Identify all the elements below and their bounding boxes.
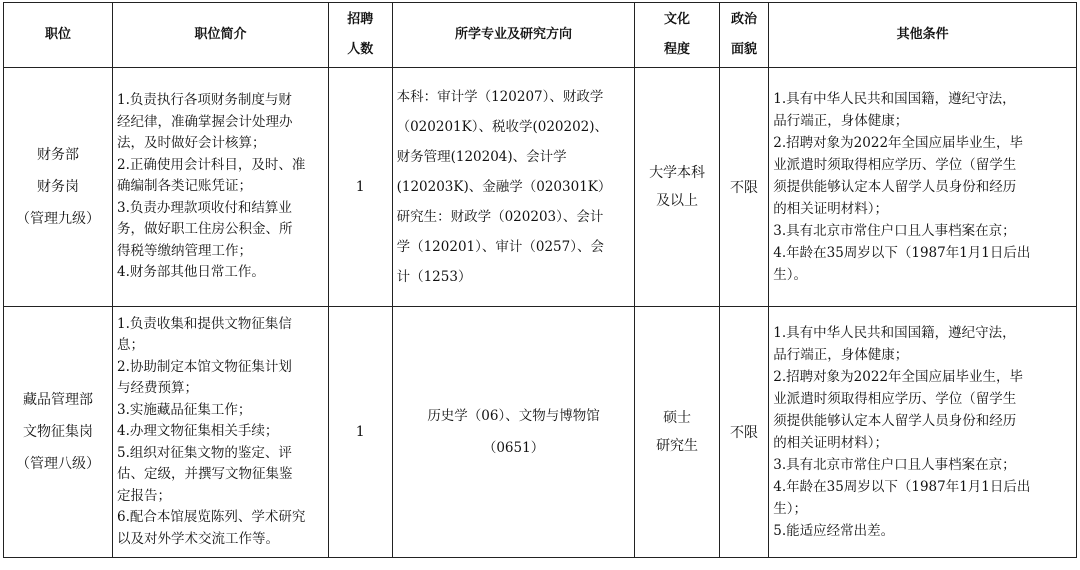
intro-line: 估、定级，并撰写文物征集鉴 bbox=[117, 466, 293, 483]
other-line: 的相关证明材料）； bbox=[773, 435, 889, 451]
intro-line: 5.组织对征集文物的鉴定、评 bbox=[117, 444, 292, 461]
intro-line: 法，及时做好会计核算； bbox=[117, 135, 266, 152]
major-line: （020201K）、税收学(020202)、 bbox=[396, 119, 609, 135]
intro-line: 确编制各类记账凭证； bbox=[117, 178, 253, 195]
header-count bbox=[328, 3, 392, 68]
education-line: 及以上 bbox=[656, 193, 699, 209]
major-line: 本科：审计学（120207）、财政学 bbox=[396, 89, 604, 105]
position-line: （管理九级） bbox=[16, 211, 100, 227]
position-cell bbox=[4, 68, 113, 307]
header-political-line: 政治 bbox=[730, 12, 757, 27]
position-cell bbox=[4, 307, 113, 558]
education-line: 研究生 bbox=[656, 438, 699, 454]
intro-line: 1.负责执行各项财务制度与财 bbox=[117, 92, 292, 109]
other-line: 品行端正，身体健康； bbox=[773, 113, 909, 129]
position-line: 财务部 bbox=[37, 147, 79, 163]
other-line: 3.具有北京市常住户口且人事档案在京； bbox=[773, 223, 1016, 239]
major-cell bbox=[392, 68, 635, 307]
header-political-line: 面貌 bbox=[730, 42, 757, 57]
intro-line: 3.负责办理款项收付和结算业 bbox=[117, 199, 292, 216]
position-line: 藏品管理部 bbox=[23, 392, 93, 408]
other-line: 须提供能够认定本人留学人员身份和经历 bbox=[773, 413, 1017, 429]
intro-line: 6.配合本馆展览陈列、学术研究 bbox=[117, 509, 306, 526]
major-line: 研究生：财政学（020203）、会计 bbox=[396, 209, 604, 225]
table-row bbox=[4, 68, 1077, 307]
intro-line: 得税等缴纳管理工作； bbox=[117, 242, 253, 259]
education-cell bbox=[635, 68, 719, 307]
political-cell: 不限 bbox=[719, 307, 769, 558]
major-line: 计（1253） bbox=[396, 269, 472, 285]
education-cell bbox=[635, 307, 719, 558]
education-line: 大学本科 bbox=[649, 165, 706, 181]
other-line: 5.能适应经常出差。 bbox=[773, 523, 895, 539]
other-line: 须提供能够认定本人留学人员身份和经历 bbox=[773, 179, 1017, 195]
position-line: 财务岗 bbox=[37, 179, 79, 195]
intro-line: 4.办理文物征集相关手续； bbox=[117, 423, 279, 440]
other-line: 生）。 bbox=[773, 267, 808, 283]
intro-line: 1.负责收集和提供文物征集信 bbox=[117, 315, 292, 332]
intro-line: 务，做好职工住房公积金、所 bbox=[117, 221, 293, 238]
other-line: 的相关证明材料）； bbox=[773, 201, 889, 217]
other-line: 4.年龄在35周岁以下（1987年1月1日后出 bbox=[773, 479, 1031, 495]
count-cell: 1 bbox=[328, 68, 392, 307]
political-cell: 不限 bbox=[719, 68, 769, 307]
other-cell bbox=[769, 68, 1077, 307]
header-position: 职位 bbox=[4, 3, 113, 68]
intro-line: 经纪律，准确掌握会计处理办 bbox=[117, 113, 293, 130]
intro-line: 2.正确使用会计科目，及时、准 bbox=[117, 156, 306, 173]
other-line: 业派遣时须取得相应学历、学位（留学生 bbox=[773, 157, 1017, 173]
position-line: （管理八级） bbox=[16, 456, 100, 472]
intro-line: 2.协助制定本馆文物征集计划 bbox=[117, 358, 292, 375]
header-count-line: 人数 bbox=[347, 42, 374, 57]
intro-cell bbox=[113, 307, 329, 558]
major-cell bbox=[392, 307, 635, 558]
header-intro: 职位简介 bbox=[113, 3, 329, 68]
table-row bbox=[4, 307, 1077, 558]
other-line: 品行端正，身体健康； bbox=[773, 347, 909, 363]
major-line: 财务管理(120204)、会计学 bbox=[396, 149, 567, 165]
header-political bbox=[719, 3, 769, 68]
other-line: 业派遣时须取得相应学历、学位（留学生 bbox=[773, 391, 1017, 407]
intro-line: 以及对外学术交流工作等。 bbox=[117, 530, 280, 547]
intro-line: 定报告； bbox=[117, 487, 172, 504]
header-major: 所学专业及研究方向 bbox=[392, 3, 635, 68]
intro-line: 息； bbox=[117, 337, 145, 354]
position-line: 文物征集岗 bbox=[23, 424, 93, 440]
other-line: 2.招聘对象为2022年全国应届毕业生，毕 bbox=[773, 135, 1024, 151]
other-line: 1.具有中华人民共和国国籍，遵纪守法， bbox=[773, 325, 1016, 341]
major-line: 历史学（06）、文物与博物馆 bbox=[427, 408, 600, 424]
header-count-line: 招聘 bbox=[347, 12, 374, 27]
other-line: 生）； bbox=[773, 501, 808, 517]
intro-line: 3.实施藏品征集工作； bbox=[117, 401, 252, 418]
header-row bbox=[4, 3, 1077, 68]
header-other: 其他条件 bbox=[769, 3, 1077, 68]
intro-line: 与经费预算； bbox=[117, 380, 199, 397]
header-education bbox=[635, 3, 719, 68]
other-line: 2.招聘对象为2022年全国应届毕业生，毕 bbox=[773, 369, 1024, 385]
major-line: 学（120201）、审计（0257）、会 bbox=[396, 239, 604, 255]
intro-cell bbox=[113, 68, 329, 307]
major-line: （0651） bbox=[482, 440, 545, 456]
other-line: 4.年龄在35周岁以下（1987年1月1日后出 bbox=[773, 245, 1031, 261]
recruitment-table bbox=[3, 2, 1077, 558]
other-line: 1.具有中华人民共和国国籍，遵纪守法， bbox=[773, 91, 1016, 107]
major-line: (120203K)、金融学（020301K） bbox=[396, 179, 612, 195]
header-education-line: 程度 bbox=[664, 42, 691, 57]
count-cell: 1 bbox=[328, 307, 392, 558]
education-line: 硕士 bbox=[663, 410, 692, 426]
other-cell bbox=[769, 307, 1077, 558]
header-education-line: 文化 bbox=[664, 12, 691, 27]
intro-line: 4.财务部其他日常工作。 bbox=[117, 264, 265, 281]
other-line: 3.具有北京市常住户口且人事档案在京； bbox=[773, 457, 1016, 473]
